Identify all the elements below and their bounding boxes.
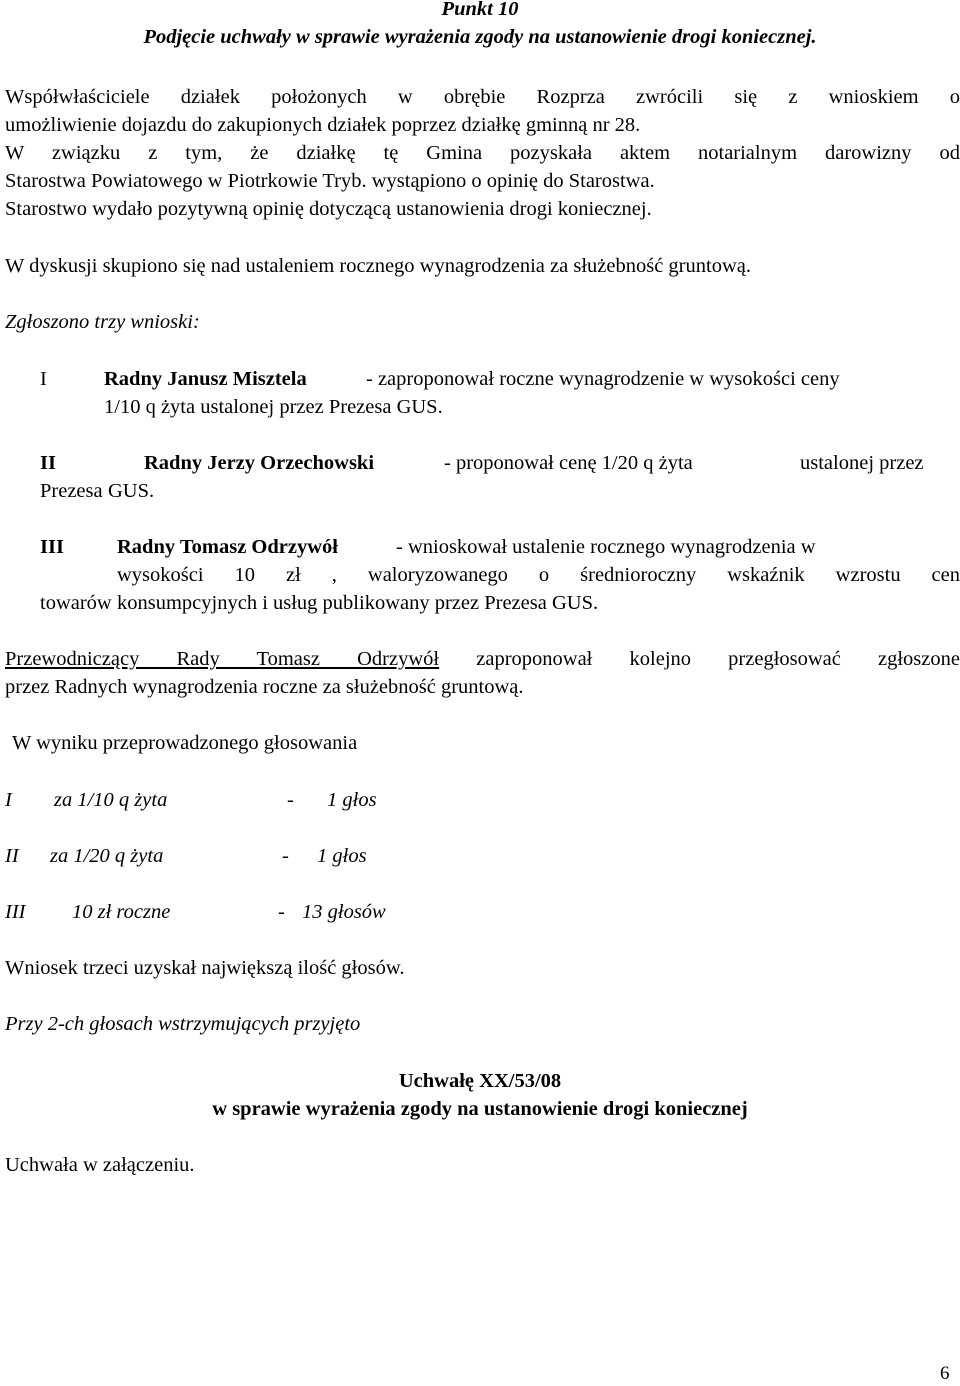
motion-text: towarów — [40, 592, 112, 614]
intro-line: Starostwo wydało pozytywną opinię dotyczącą ustanowienia drogi koniecznej. — [5, 198, 652, 220]
agenda-subject: Podjęcie uchwały w sprawie wyrażenia zgody na ustanowienie drogi koniecznej. — [143, 26, 817, 48]
vote-count: 1 głos — [317, 845, 367, 867]
intro-line: Starostwa Powiatowego w Piotrkowie Tryb. wystąpiono o opinię do Starostwa. — [5, 170, 655, 192]
motion-text: - zaproponował roczne wynagrodzenie w wysokości ceny — [366, 368, 840, 390]
motion-text: - wnioskował ustalenie rocznego wynagrodzenia w — [396, 536, 816, 558]
motion-author: Radny Tomasz Odrzywół — [117, 536, 338, 558]
motion-numeral: I — [40, 368, 47, 390]
vote-dash: - — [287, 789, 294, 811]
vote-count: 13 głosów — [302, 901, 386, 923]
resolution-subtitle: w sprawie wyrażenia zgody na ustanowienie drogi koniecznej — [212, 1098, 748, 1120]
vote-result: Wniosek trzeci uzyskał największą ilość głosów. — [5, 957, 405, 979]
motions-heading: Zgłoszono trzy wnioski: — [5, 311, 200, 333]
motion-text: - proponował cenę 1/20 q żyta — [444, 452, 693, 474]
motion-author: Radny Jerzy Orzechowski — [144, 452, 375, 474]
vote-numeral: III — [5, 901, 26, 923]
chairman-name: Przewodniczący Rady Tomasz Odrzywół — [5, 648, 440, 670]
motion-text: GUS. — [108, 480, 155, 502]
intro-line: umożliwienie dojazdu do zakupionych działek poprzez działkę gminną nr 28. — [5, 114, 641, 136]
page-number: 6 — [940, 1363, 950, 1384]
abstain-note: Przy 2-ch głosach wstrzymujących przyjęto — [5, 1013, 361, 1035]
motion-text: konsumpcyjnych i usług publikowany przez Prezesa GUS. — [117, 592, 599, 614]
motion-text: 1/10 q żyta ustalonej przez Prezesa GUS. — [104, 396, 443, 418]
discussion-text: W dyskusji skupiono się nad ustaleniem rocznego wynagrodzenia za służebność gruntową. — [5, 255, 751, 277]
vote-numeral: II — [5, 845, 19, 867]
vote-intro: W wyniku przeprowadzonego głosowania — [12, 732, 358, 754]
intro-line: Współwłaściciele działek położonych w obrębie Rozprza zwrócili się z wnioskiem o — [5, 86, 960, 108]
motion-author: Radny Janusz Misztela — [104, 368, 307, 390]
attachment-note: Uchwała w załączeniu. — [5, 1154, 195, 1176]
resolution-title: Uchwałę XX/53/08 — [398, 1070, 562, 1092]
vote-option: 10 zł roczne — [72, 901, 171, 923]
motion-numeral: II — [40, 452, 56, 474]
motion-numeral: III — [40, 536, 64, 558]
motion-text: Prezesa — [40, 480, 103, 502]
vote-dash: - — [278, 901, 285, 923]
motion-text: ustalonej przez — [800, 452, 924, 474]
vote-option: za 1/20 q żyta — [50, 845, 164, 867]
vote-numeral: I — [5, 789, 12, 811]
point-heading: Punkt 10 — [441, 0, 519, 20]
motion-text: wysokości 10 zł , waloryzowanego o średnioroczny wskaźnik wzrostu cen — [117, 564, 960, 586]
chairman-proposal-text: zaproponował kolejno przegłosować zgłoszone — [439, 648, 960, 670]
chairman-proposal — [5, 646, 960, 672]
vote-dash: - — [282, 845, 289, 867]
vote-option: za 1/10 q żyta — [54, 789, 168, 811]
intro-line: W związku z tym, że działkę tę Gmina pozyskała aktem notarialnym darowizny od — [5, 142, 960, 164]
chairman-proposal-line: przez Radnych wynagrodzenia roczne za służebność gruntową. — [5, 676, 524, 698]
vote-count: 1 głos — [327, 789, 377, 811]
